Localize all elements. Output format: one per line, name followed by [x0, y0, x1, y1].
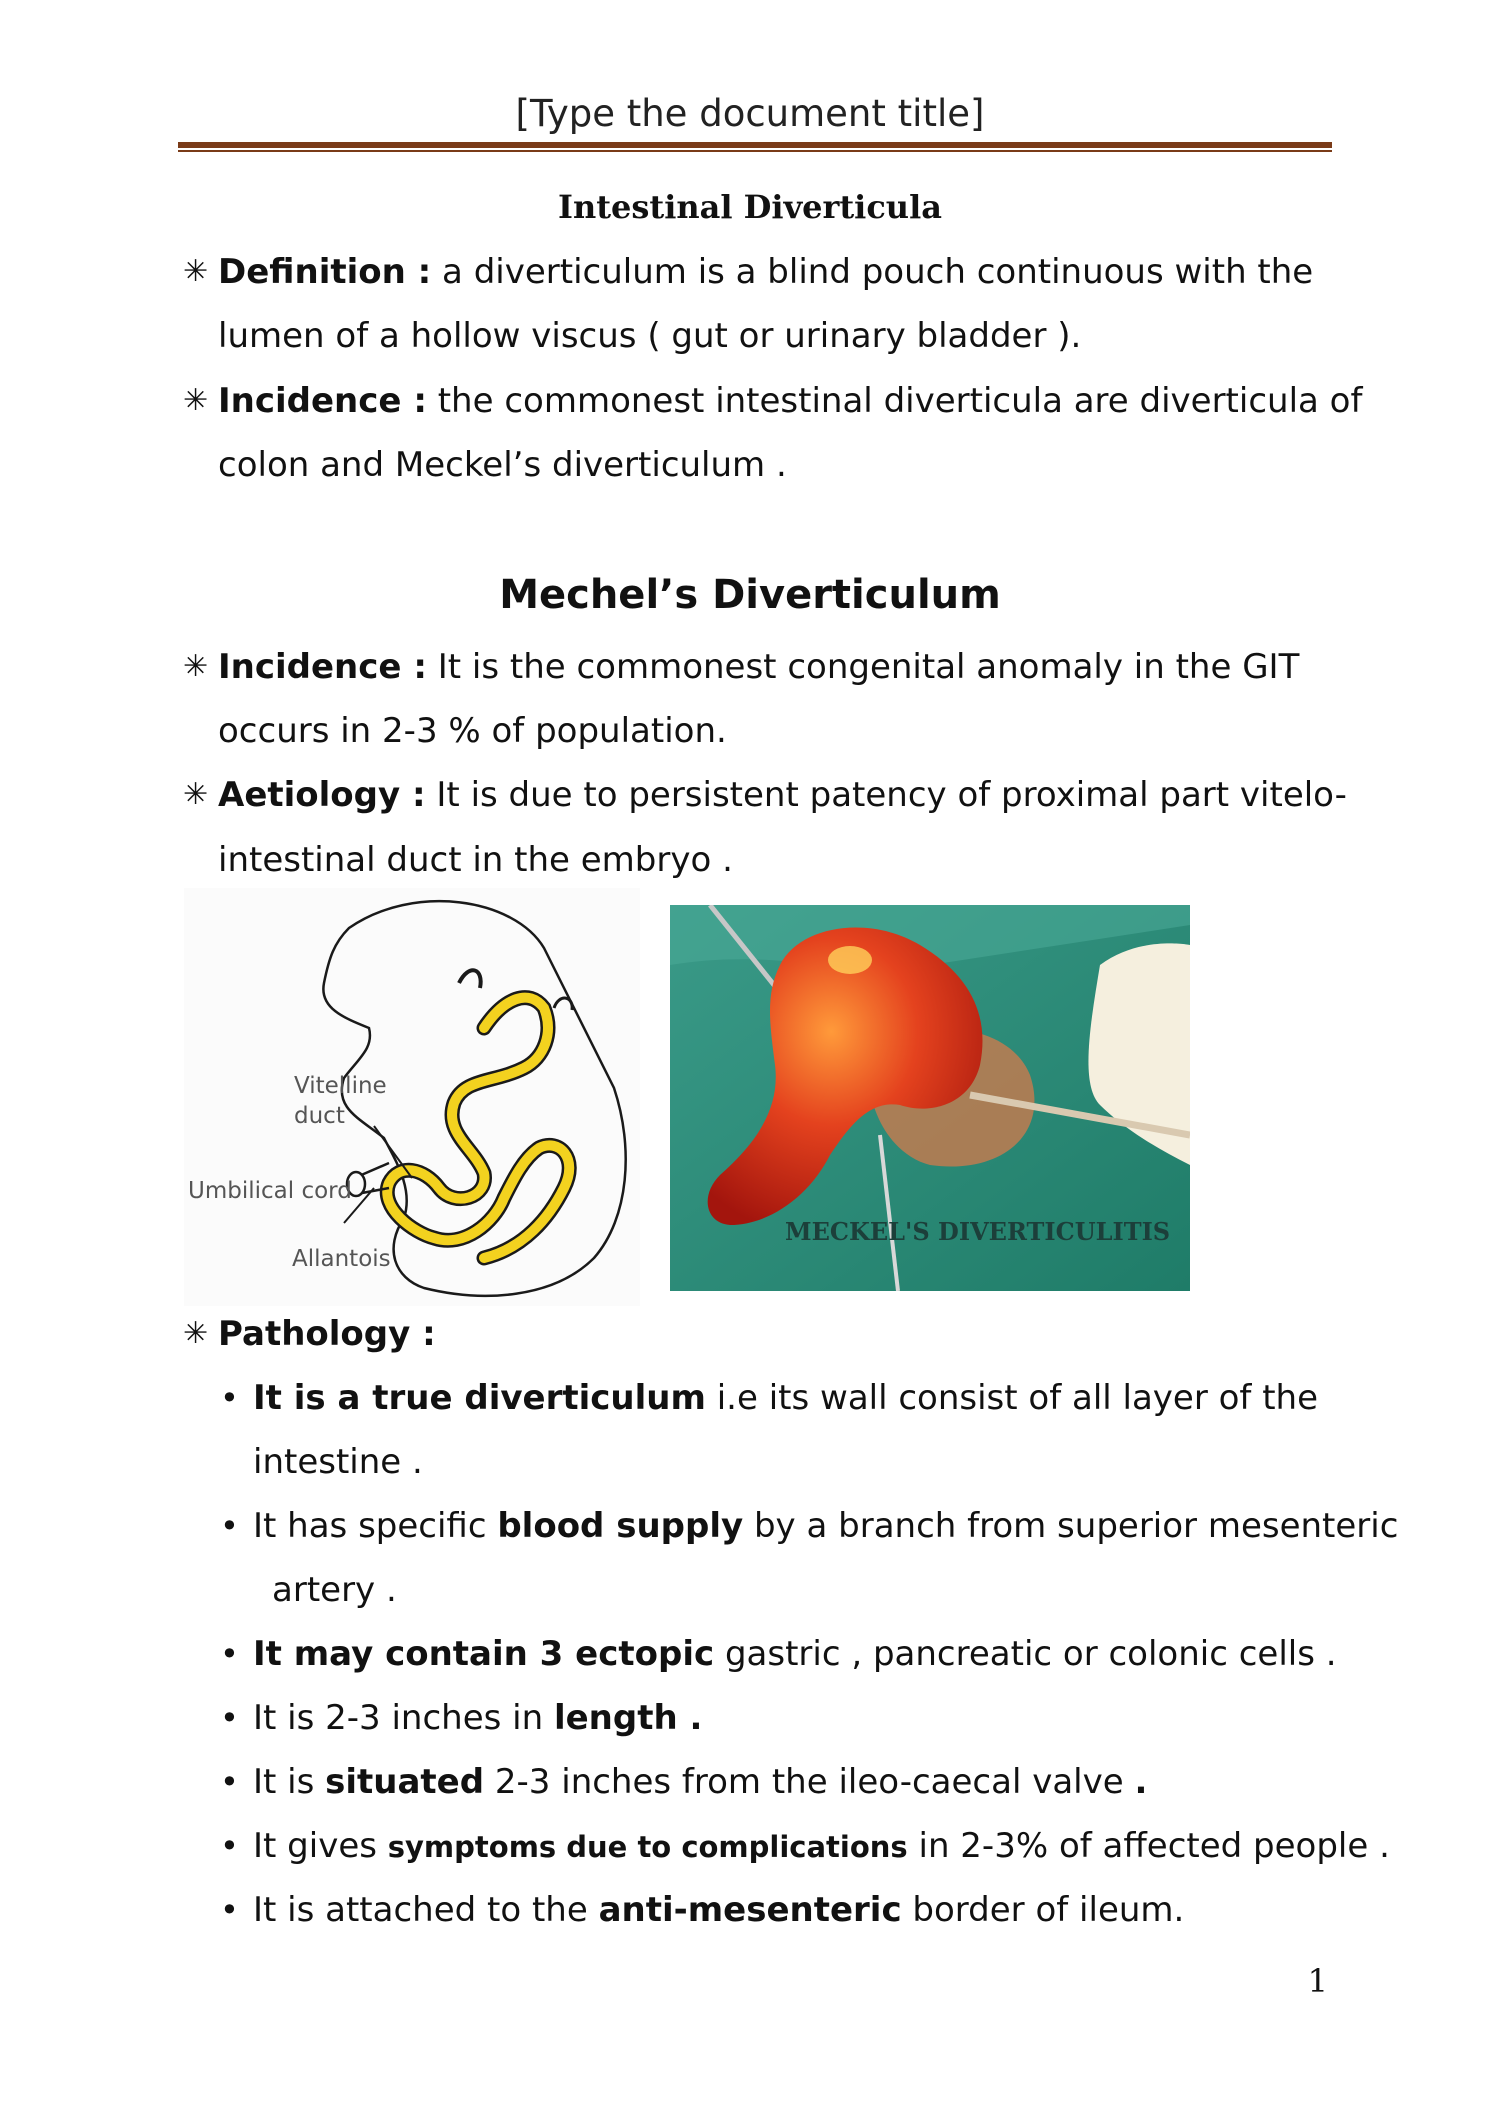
pathology-item-3	[253, 1632, 1337, 1676]
incidence-line-1	[218, 379, 1362, 423]
p5-bold: situated	[325, 1762, 485, 1802]
dot-bullet-icon: •	[220, 1507, 239, 1545]
definition-text: a diverticulum is a blind pouch continuous with the	[431, 252, 1314, 292]
definition-line-2: lumen of a hollow viscus ( gut or urinary bladder ).	[218, 316, 1082, 356]
pathology-item-5	[253, 1760, 1147, 1804]
p1-rest: i.e its wall consist of all layer of the	[705, 1378, 1319, 1418]
p4-pre: It is 2-3 inches in	[253, 1698, 554, 1738]
star-bullet-icon: ✳	[183, 649, 209, 684]
meckel-incidence-line-1	[218, 645, 1299, 689]
meckel-incidence-line-2: occurs in 2-3 % of population.	[218, 711, 727, 751]
section-heading: Mechel’s Diverticulum	[499, 572, 1001, 618]
pathology-item-2	[253, 1504, 1398, 1548]
pathology-item-6	[253, 1824, 1390, 1869]
dot-bullet-icon: •	[220, 1635, 239, 1673]
incidence-text: the commonest intestinal diverticula are diverticula of	[426, 381, 1363, 421]
definition-label: Definition :	[218, 252, 432, 292]
p7-rest: border of ileum.	[901, 1890, 1185, 1930]
header-title: [Type the document title]	[515, 92, 985, 135]
label-vitelline: Vitelline	[294, 1073, 387, 1099]
dot-bullet-icon: •	[220, 1379, 239, 1417]
header-rule-thin	[178, 150, 1332, 152]
p1-bold: It is a true diverticulum	[253, 1378, 706, 1418]
definition-line-1	[218, 250, 1313, 294]
p2-rest: by a branch from superior mesenteric	[743, 1506, 1399, 1546]
p3-rest: gastric , pancreatic or colonic cells .	[714, 1634, 1337, 1674]
pathology-label: Pathology :	[218, 1314, 436, 1354]
p5-rest: 2-3 inches from the ileo-caecal valve	[484, 1762, 1135, 1802]
star-bullet-icon: ✳	[183, 383, 209, 418]
pathology-item-7	[253, 1888, 1184, 1932]
p2-pre: It has specific	[253, 1506, 498, 1546]
dot-bullet-icon: •	[220, 1827, 239, 1865]
p5-pre: It is	[253, 1762, 326, 1802]
p6-rest: in 2-3% of affected people .	[907, 1826, 1390, 1866]
page-number: 1	[1307, 1962, 1328, 2000]
dot-bullet-icon: •	[220, 1891, 239, 1929]
aetiology-line-1	[218, 773, 1347, 817]
p2-bold: blood supply	[497, 1506, 744, 1546]
meckel-incidence-label: Incidence :	[218, 647, 427, 687]
label-allantois: Allantois	[292, 1246, 391, 1272]
meckel-diverticulitis-photo	[670, 905, 1190, 1291]
p5-end: .	[1134, 1762, 1148, 1802]
label-umbilical-cord: Umbilical cord	[188, 1178, 352, 1204]
aetiology-text: It is due to persistent patency of proximal part vitelo-	[425, 775, 1347, 815]
pathology-item-2-cont: artery .	[272, 1570, 397, 1610]
star-bullet-icon: ✳	[183, 1316, 209, 1351]
document-heading: Intestinal Diverticula	[558, 188, 942, 226]
star-bullet-icon: ✳	[183, 777, 209, 812]
aetiology-label: Aetiology :	[218, 775, 426, 815]
label-duct: duct	[294, 1103, 345, 1129]
meckel-incidence-text: It is the commonest congenital anomaly in the GIT	[426, 647, 1300, 687]
pathology-item-1-cont: intestine .	[253, 1442, 423, 1482]
pathology-item-4	[253, 1696, 702, 1740]
pathology-item-1	[253, 1376, 1318, 1420]
p4-bold: length .	[553, 1698, 703, 1738]
dot-bullet-icon: •	[220, 1699, 239, 1737]
incidence-line-2: colon and Meckel’s diverticulum .	[218, 445, 787, 485]
header-rule	[178, 142, 1332, 148]
embryo-diagram	[184, 888, 640, 1306]
p6-bold: symptoms due to complications	[387, 1830, 908, 1864]
photo-caption: MECKEL'S DIVERTICULITIS	[785, 1217, 1171, 1246]
star-bullet-icon: ✳	[183, 254, 209, 289]
p6-pre: It gives	[253, 1826, 388, 1866]
dot-bullet-icon: •	[220, 1763, 239, 1801]
p7-pre: It is attached to the	[253, 1890, 599, 1930]
p3-bold: It may contain 3 ectopic	[253, 1634, 715, 1674]
p7-bold: anti-mesenteric	[598, 1890, 902, 1930]
incidence-label: Incidence :	[218, 381, 427, 421]
aetiology-line-2: intestinal duct in the embryo .	[218, 840, 733, 880]
